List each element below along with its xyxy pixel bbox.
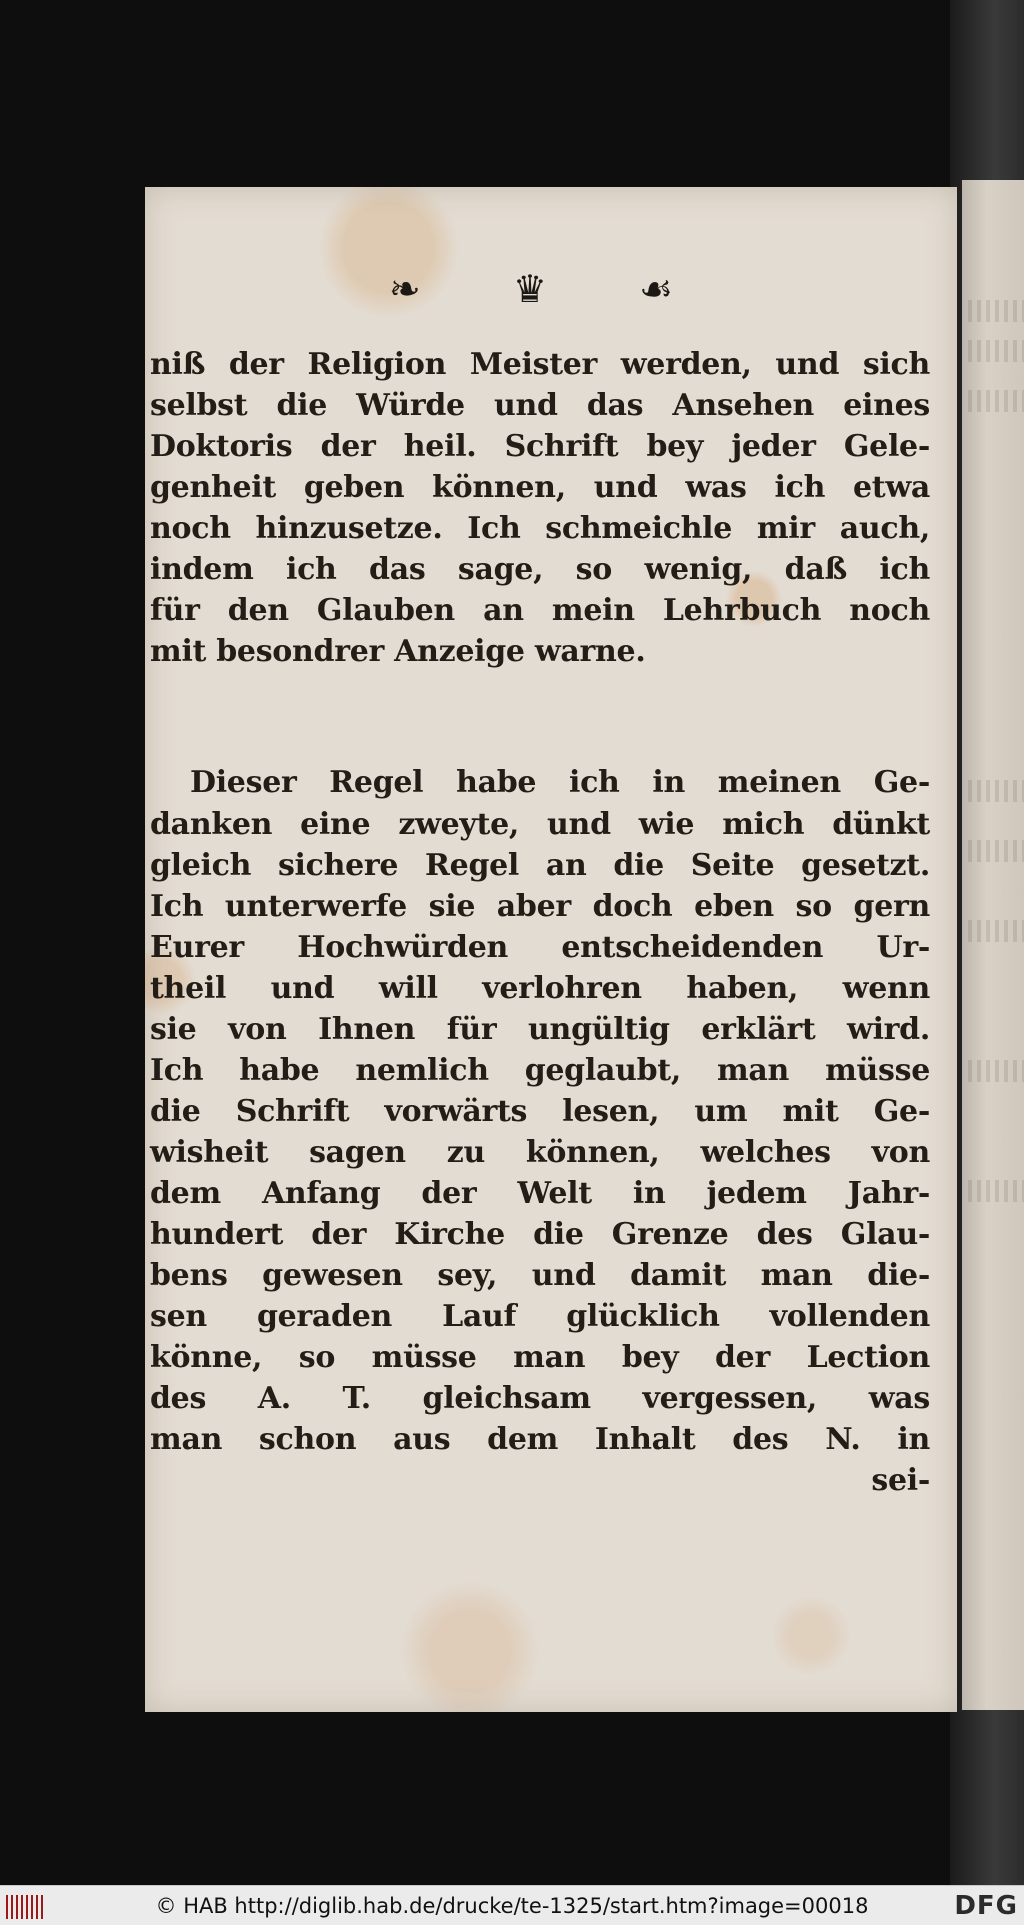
bleed-through-text xyxy=(968,300,1024,322)
text-line: sie von Ihnen für ungültig erklärt wird. xyxy=(150,1012,930,1047)
text-line: Ich habe nemlich geglaubt, man müsse xyxy=(150,1053,930,1088)
text-line: für den Glauben an mein Lehrbuch noch xyxy=(150,593,930,628)
text-line: indem ich das sage, so wenig, daß ich xyxy=(150,552,930,587)
bleed-through-text xyxy=(968,780,1024,802)
text-line: danken eine zweyte, und wie mich dünkt xyxy=(150,807,930,842)
text-line: selbst die Würde und das Ansehen eines xyxy=(150,388,930,423)
text-line: hundert der Kirche die Grenze des Glau- xyxy=(150,1217,930,1252)
text-line: man schon aus dem Inhalt des N. in xyxy=(150,1422,930,1457)
text-line: dem Anfang der Welt in jedem Jahr- xyxy=(150,1176,930,1211)
bleed-through-text xyxy=(968,1060,1024,1082)
text-line: Dieser Regel habe ich in meinen Ge- xyxy=(190,765,930,800)
text-line: theil und will verlohren haben, wenn xyxy=(150,971,930,1006)
footer-bar xyxy=(0,1885,1024,1925)
bleed-through-text xyxy=(968,840,1024,862)
text-line: niß der Religion Meister werden, und sich xyxy=(150,347,930,382)
ornament-header: ❧ ♛ ☙ xyxy=(388,267,714,311)
text-line: mit besondrer Anzeige warne. xyxy=(150,634,646,669)
bleed-through-text xyxy=(968,920,1024,942)
text-line: wisheit sagen zu können, welches von xyxy=(150,1135,930,1170)
text-line: genheit geben können, und was ich etwa xyxy=(150,470,930,505)
bleed-through-text xyxy=(968,340,1024,362)
text-line: bens gewesen sey, und damit man die- xyxy=(150,1258,930,1293)
bleed-through-text xyxy=(968,1180,1024,1202)
text-line: die Schrift vorwärts lesen, um mit Ge- xyxy=(150,1094,930,1129)
facing-page-edge xyxy=(962,180,1024,1710)
text-line: Ich unterwerfe sie aber doch eben so gern xyxy=(150,889,930,924)
copyright-link[interactable]: © HAB http://diglib.hab.de/drucke/te-1325/start.htm?image=00018 xyxy=(155,1894,869,1918)
text-line: gleich sichere Regel an die Seite gesetzt. xyxy=(150,848,930,883)
text-line: Doktoris der heil. Schrift bey jeder Gele- xyxy=(150,429,930,464)
text-line: des A. T. gleichsam vergessen, was xyxy=(150,1381,930,1416)
text-line: könne, so müsse man bey der Lection xyxy=(150,1340,930,1375)
catchword: sei- xyxy=(871,1463,930,1498)
bleed-through-text xyxy=(968,390,1024,412)
text-line: Eurer Hochwürden entscheidenden Ur- xyxy=(150,930,930,965)
dfg-logo: DFG xyxy=(954,1891,1018,1921)
text-line: sen geraden Lauf glücklich vollenden xyxy=(150,1299,930,1334)
text-line: noch hinzusetze. Ich schmeichle mir auch, xyxy=(150,511,930,546)
